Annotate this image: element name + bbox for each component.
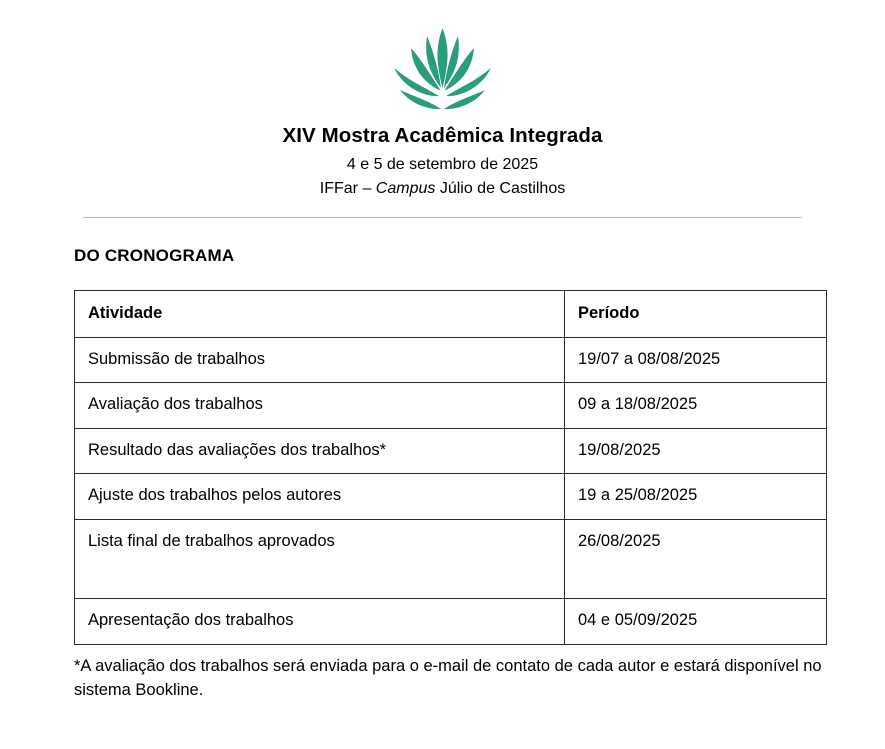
institution-line <box>55 179 830 199</box>
lotus-flower-logo-icon <box>380 24 505 116</box>
institution-campus: Campus <box>375 179 436 197</box>
table-row <box>75 519 827 598</box>
table-row <box>75 338 827 383</box>
event-date: 4 e 5 de setembro de 2025 <box>346 155 539 173</box>
cell-period: 19/07 a 08/08/2025 <box>565 338 827 383</box>
table-row <box>75 383 827 428</box>
table-row <box>75 474 827 519</box>
schedule-table <box>74 290 827 645</box>
cell-activity: Apresentação dos trabalhos <box>75 599 565 644</box>
logo-container <box>55 0 830 116</box>
cell-period: 19 a 25/08/2025 <box>565 474 827 519</box>
title-block <box>55 124 830 199</box>
cell-activity: Avaliação dos trabalhos <box>75 383 565 428</box>
cell-activity: Submissão de trabalhos <box>75 338 565 383</box>
table-row <box>75 428 827 473</box>
institution-suffix: Júlio de Castilhos <box>435 179 566 197</box>
cell-activity: Lista final de trabalhos aprovados <box>75 519 565 598</box>
header-divider <box>83 217 802 218</box>
table-row <box>75 599 827 644</box>
cell-period: 04 e 05/09/2025 <box>565 599 827 644</box>
cell-activity: Ajuste dos trabalhos pelos autores <box>75 474 565 519</box>
page-title: XIV Mostra Acadêmica Integrada <box>282 124 603 147</box>
cell-activity: Resultado das avaliações dos trabalhos* <box>75 428 565 473</box>
table-header-row <box>75 290 827 337</box>
cell-period: 26/08/2025 <box>565 519 827 598</box>
cell-period: 09 a 18/08/2025 <box>565 383 827 428</box>
cell-period: 19/08/2025 <box>565 428 827 473</box>
institution-prefix: IFFar – <box>319 179 376 197</box>
section-heading: DO CRONOGRAMA <box>74 245 235 265</box>
column-header-activity: Atividade <box>75 290 565 337</box>
column-header-period: Período <box>565 290 827 337</box>
footnote-text: *A avaliação dos trabalhos será enviada para o e-mail de contato de cada autor e estará disponível no sistema Bookline. <box>74 656 822 699</box>
